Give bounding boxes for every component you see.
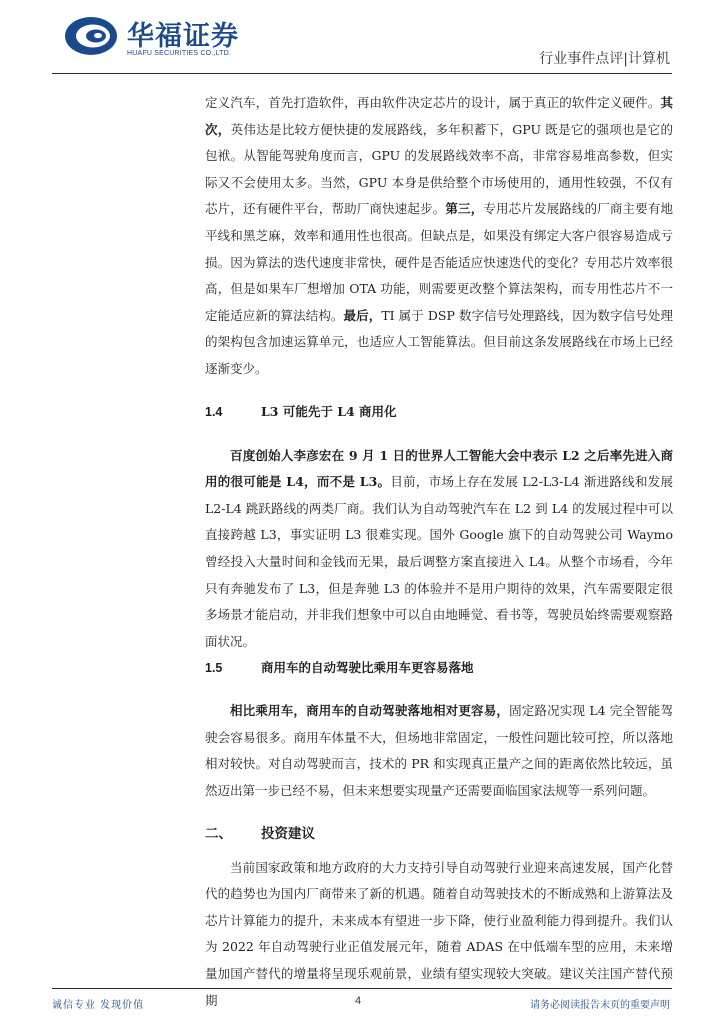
- report-body: [205, 90, 673, 1014]
- text-run: 定义汽车，首先打造软件，再由软件决定芯片的设计，属于真正的软件定义硬件。: [205, 95, 661, 110]
- text-run: 英伟达是比较方便快捷的发展路线，多年积蓄下，GPU 既是它的强项也是它的包袱。从智能驾驶角度而言，GPU 的发展路线效率不高，非常容易堆高参数，但实际又不会使用太多。当然，GPU 本身是供给整个市场使用的，通用性较强，不仅有芯片，还有硬件平台，帮助厂商快速起步。: [205, 121, 673, 217]
- footer-slogan: 诚信专业 发现价值: [52, 1000, 145, 1011]
- text-run: 固定路况实现 L4 完全智能驾驶会容易很多。商用车体量不大，但场地非常固定，一般性问题比较可控，所以落地相对较快。对自动驾驶而言，技术的 PR 和实现真正量产之间的距离依然比较远，虽然迈出第一步已经不易，但未来想要实现量产还需要面临国家法规等一系列问题。: [205, 703, 673, 799]
- paragraph-l3-l4: [205, 443, 673, 656]
- bold-text-run: 其次，: [205, 95, 673, 137]
- footer-divider: [52, 988, 672, 989]
- section-title: 投资建议: [261, 826, 315, 843]
- bold-text-run: 百度创始人李彦宏在 9 月 1 日的世界人工智能大会中表示 L2 之后率先进入商用的很可能是 L4，而不是 L3。: [205, 447, 673, 490]
- report-category-title: 行业事件点评|计算机: [539, 51, 670, 67]
- section-heading-1-5: [205, 655, 673, 681]
- text-run: 专用芯片发展路线的厂商主要有地平线和黑芝麻，效率和通用性也很高。但缺点是，如果没有绑定大客户很容易造成亏损。因为算法的迭代速度非常快，硬件是否能适应快速迭代的变化？专用芯片效率很高，但是如果车厂想增加 OTA 功能，则需要更改整个算法架构，而专用性芯片不一定能适应新的算法结构。: [205, 201, 673, 323]
- section-number: 1.4: [205, 405, 223, 420]
- paragraph-investment-advice: [205, 855, 673, 1015]
- text-run: 当前国家政策和地方政府的大力支持引导自动驾驶行业迎来高速发展，国产化替代的趋势也为国内厂商带来了新的机遇。随着自动驾驶技术的不断成熟和上游算法及芯片计算能力的提升，未来成本有望进一步下降，使行业盈利能力得到提升。我们认为 2022 年自动驾驶行业正值发展元年，随着 ADAS 在中低端车型的应用，未来增量加国产替代的增量将呈现乐观前景，业绩有望实现较大突破。建议关注国产替代预期: [205, 859, 673, 1008]
- company-logo: [63, 14, 263, 62]
- paragraph-commercial-vehicles: [205, 698, 673, 804]
- header-divider: [52, 73, 672, 74]
- section-title: 商用车的自动驾驶比乘用车更容易落地: [261, 659, 474, 675]
- section-heading-1-4: [205, 400, 673, 426]
- logo-chinese-name: 华福证券: [127, 21, 239, 52]
- bold-text-run: 最后，: [343, 307, 382, 323]
- section-title: L3 可能先于 L4 商用化: [261, 404, 397, 420]
- text-run: TI 属于 DSP 数字信号处理路线，因为数字信号处理的架构包含加速运算单元，也适应人工智能算法。但目前这条发展路线在市场上已经逐渐变少。: [205, 307, 673, 376]
- logo-english-name: HUAFU SECURITIES CO.,LTD.: [127, 50, 232, 57]
- bold-text-run: 第三，: [445, 201, 484, 217]
- section-number: 二、: [205, 826, 232, 842]
- text-run: 目前，市场上存在发展 L2-L3-L4 渐进路线和发展 L2-L4 跳跃路线的两类厂商。我们认为自动驾驶汽车在 L2 到 L4 的发展过程中可以直接跨越 L3，事实证明 L3 很难实现。国外 Google 旗下的自动驾驶公司 Waymo 曾经投入大量时间和金钱而无果，最后调整方案直接进入 L4。从整个市场看，今年只有奔驰发布了 L3，但是奔驰 L3 的体验并不是用户期待的效果，汽车需要限定很多场景才能启动，并非我们想象中可以自由地睡觉、看书等，驾驶员始终需要观察路面状况。: [205, 474, 673, 649]
- section-number: 1.5: [205, 660, 223, 675]
- huafu-logo-icon: [63, 14, 119, 58]
- bold-text-run: 相比乘用车，商用车的自动驾驶落地相对更容易，: [230, 703, 510, 719]
- page-header: [0, 0, 724, 92]
- footer-disclaimer: 请务必阅读报告末页的重要声明: [530, 1000, 670, 1011]
- page-number: 4: [355, 995, 362, 1007]
- paragraph-chip-routes: [205, 90, 673, 383]
- section-heading-2: [205, 822, 673, 848]
